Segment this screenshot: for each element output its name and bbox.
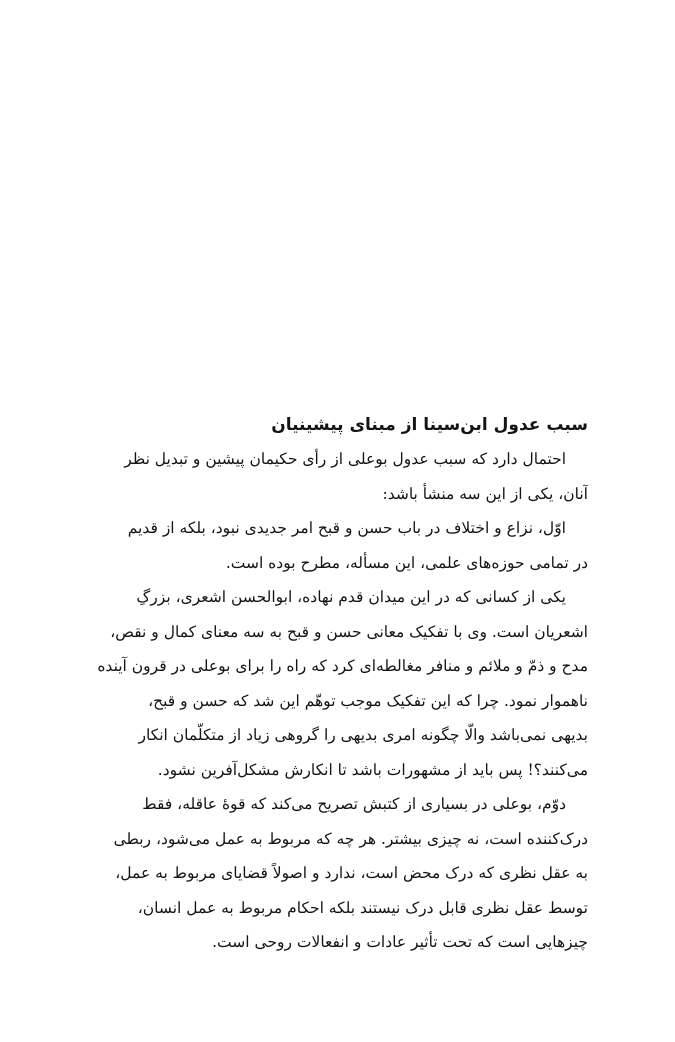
paragraph-3 xyxy=(88,580,588,787)
text-line: احتمال دارد که سبب عدول بوعلی از رأی حکیمان پیشین و تبدیل نظر xyxy=(124,450,566,468)
text-line: به عقل نظری که درک محض است، ندارد و اصولاً قضایای مربوط به عمل، xyxy=(115,864,588,882)
paragraph-4 xyxy=(88,787,588,960)
text-line: بدیهی نمی‌باشد والّا چگونه امری بدیهی را گروهی زیاد از متکلّمان انکار xyxy=(138,726,588,744)
paragraph-1 xyxy=(88,442,588,511)
text-line: اوّل، نزاع و اختلاف در باب حسن و قبح امر جدیدی نبود، بلکه از قدیم xyxy=(127,519,566,537)
text-line: دوّم، بوعلی در بسیاری از کتبش تصریح می‌کند که قوهٔ عاقله، فقط xyxy=(142,795,566,813)
text-line: مدح و ذمّ و ملائم و منافر مغالطه‌ای کرد که راه را برای بوعلی در قرون آینده xyxy=(97,657,588,675)
text-line: ناهموار نمود. چرا که این تفکیک موجب توهّم این شد که حسن و قبح، xyxy=(148,691,588,710)
paragraph-2 xyxy=(88,511,588,580)
text-line: چیزهایی است که تحت تأثیر عادات و انفعالات روحی است. xyxy=(212,933,588,951)
text-line: اشعریان است. وی با تفکیک معانی حسن و قبح به سه معنای کمال و نقص، xyxy=(110,622,588,641)
section-heading: سبب عدول ابن‌سینا از مبنای پیشینیان xyxy=(271,415,588,435)
text-line: یکی از کسانی که در این میدان قدم نهاده، ابوالحسن اشعری، بزرگِ xyxy=(136,588,566,606)
text-line: آنان، یکی از این سه منشأ باشد: xyxy=(382,484,588,503)
page-body xyxy=(88,408,588,960)
text-line: می‌کنند؟! پس باید از مشهورات باشد تا انکارش مشکل‌آفرین نشود. xyxy=(157,760,588,779)
text-line: در تمامی حوزه‌های علمی، این مسأله، مطرح بوده است. xyxy=(225,553,588,572)
text-line: توسط عقل نظری قابل درک نیستند بلکه احکام مربوط به عمل انسان، xyxy=(137,898,588,917)
text-line: درک‌کننده است، نه چیزی بیشتر. هر چه که مربوط به عمل می‌شود، ربطی xyxy=(113,829,588,848)
